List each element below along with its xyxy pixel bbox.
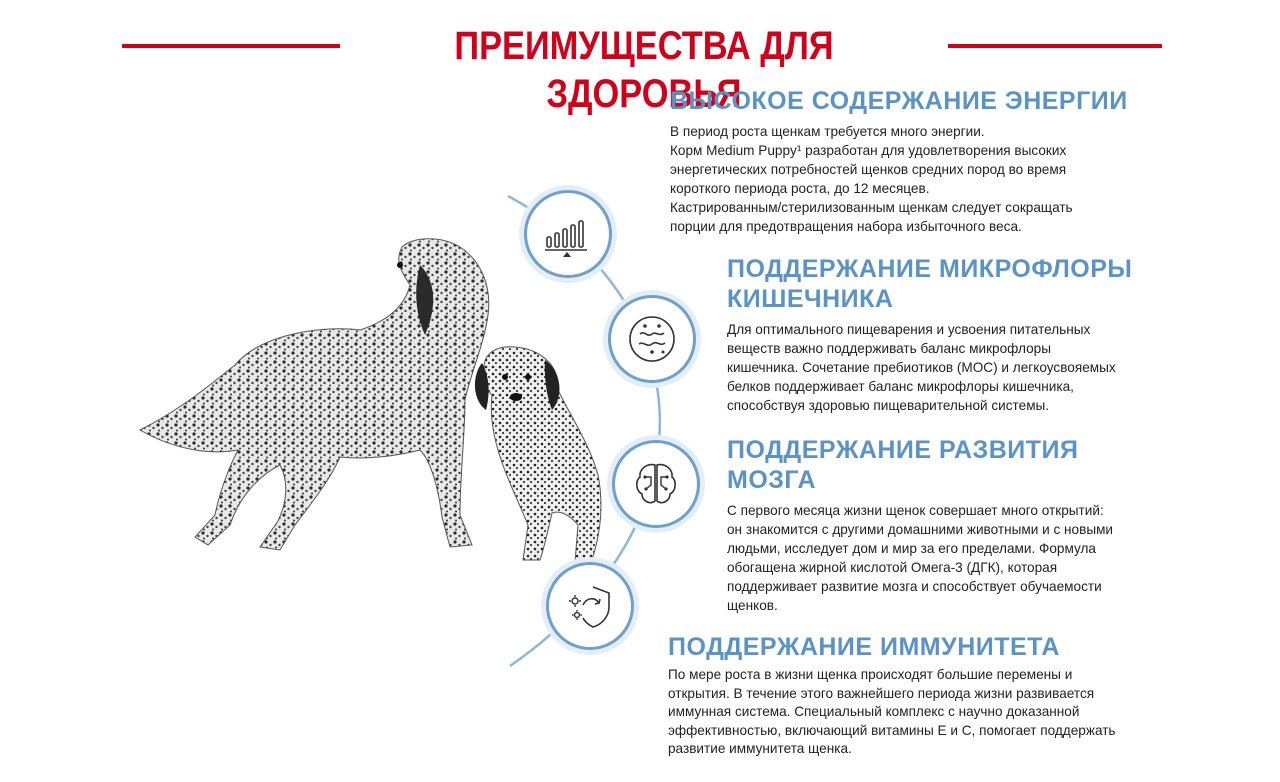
immune-shield-icon [563, 579, 617, 633]
text-line: развитие иммунитета щенка. [668, 741, 852, 756]
text-line: он знакомится с другими домашними животными и с новыми [727, 522, 1114, 537]
section-brain [727, 435, 1247, 615]
microflora-circle [608, 295, 696, 383]
text-line: кишечника. Сочетание пребиотиков (МОС) и легкоусвояемых [727, 360, 1116, 375]
section-microflora-body [727, 320, 1247, 415]
section-microflora-heading-line2: КИШЕЧНИКА [727, 285, 894, 313]
text-line: обогащена жирной кислотой Омега-3 (ДГК), которая [727, 560, 1058, 575]
text-line: порции для предотвращения набора избыточного веса. [670, 219, 1022, 234]
energy-bars-icon [541, 207, 595, 261]
text-line: короткого периода роста, до 12 месяцев. [670, 181, 930, 196]
section-immunity [668, 632, 1228, 759]
section-microflora [727, 254, 1247, 415]
dogs-illustration [120, 225, 620, 585]
section-microflora-heading-line1: ПОДДЕРЖАНИЕ МИКРОФЛОРЫ [727, 255, 1133, 283]
page-title: ПРЕИМУЩЕСТВА ДЛЯ ЗДОРОВЬЯ [454, 24, 834, 116]
text-line: веществ важно поддерживать баланс микрофлоры [727, 341, 1051, 356]
text-line: По мере роста в жизни щенка происходят большие перемены и [668, 667, 1073, 682]
text-line: В период роста щенкам требуется много энергии. [670, 124, 985, 139]
section-energy-heading: ВЫСОКОЕ СОДЕРЖАНИЕ ЭНЕРГИИ [670, 87, 1128, 115]
text-line: энергетических потребностей щенков средних пород во время [670, 162, 1067, 177]
text-line: открытия. В течение этого важнейшего периода жизни развивается [668, 685, 1095, 701]
text-line: Для оптимального пищеварения и усвоения питательных [727, 322, 1091, 337]
text-line: иммунная система. Специальный комплекс с научно доказанной [668, 704, 1080, 719]
section-brain-heading-line1: ПОДДЕРЖАНИЕ РАЗВИТИЯ [727, 436, 1079, 464]
section-immunity-body [668, 666, 1228, 759]
title-divider-left [122, 44, 340, 48]
energy-circle [524, 190, 612, 278]
microflora-icon [625, 312, 679, 366]
immune-circle [546, 562, 634, 650]
text-line: белков поддерживает баланс микрофлоры кишечника, [727, 379, 1074, 394]
text-line: поддерживает развитие мозга и способствует обучаемости [727, 579, 1102, 594]
text-line: Кастрированным/стерилизованным щенкам следует сокращать [670, 200, 1073, 215]
section-energy-body [670, 122, 1190, 236]
title-divider-right [948, 44, 1162, 48]
text-line: способствуя здоровью пищеварительной системы. [727, 398, 1050, 413]
text-line: С первого месяца жизни щенок совершает много открытий: [727, 503, 1104, 518]
adult-dog [140, 239, 489, 550]
brain-circle [612, 440, 700, 528]
section-brain-heading-line2: МОЗГА [727, 466, 817, 494]
puppy [475, 347, 601, 562]
text-line: людьми, исследует дом и мир за его пределами. Формула [727, 541, 1096, 556]
text-line: эффективностью, включающий витамины Е и С, помогает поддержать [668, 722, 1116, 738]
text-line: Корм Medium Puppy¹ разработан для удовлетворения высоких [670, 143, 1067, 158]
section-brain-body [727, 501, 1247, 615]
text-line: щенков. [727, 598, 778, 613]
brain-icon [629, 457, 683, 511]
section-immunity-heading: ПОДДЕРЖАНИЕ ИММУНИТЕТА [668, 633, 1060, 661]
section-energy [670, 86, 1190, 236]
